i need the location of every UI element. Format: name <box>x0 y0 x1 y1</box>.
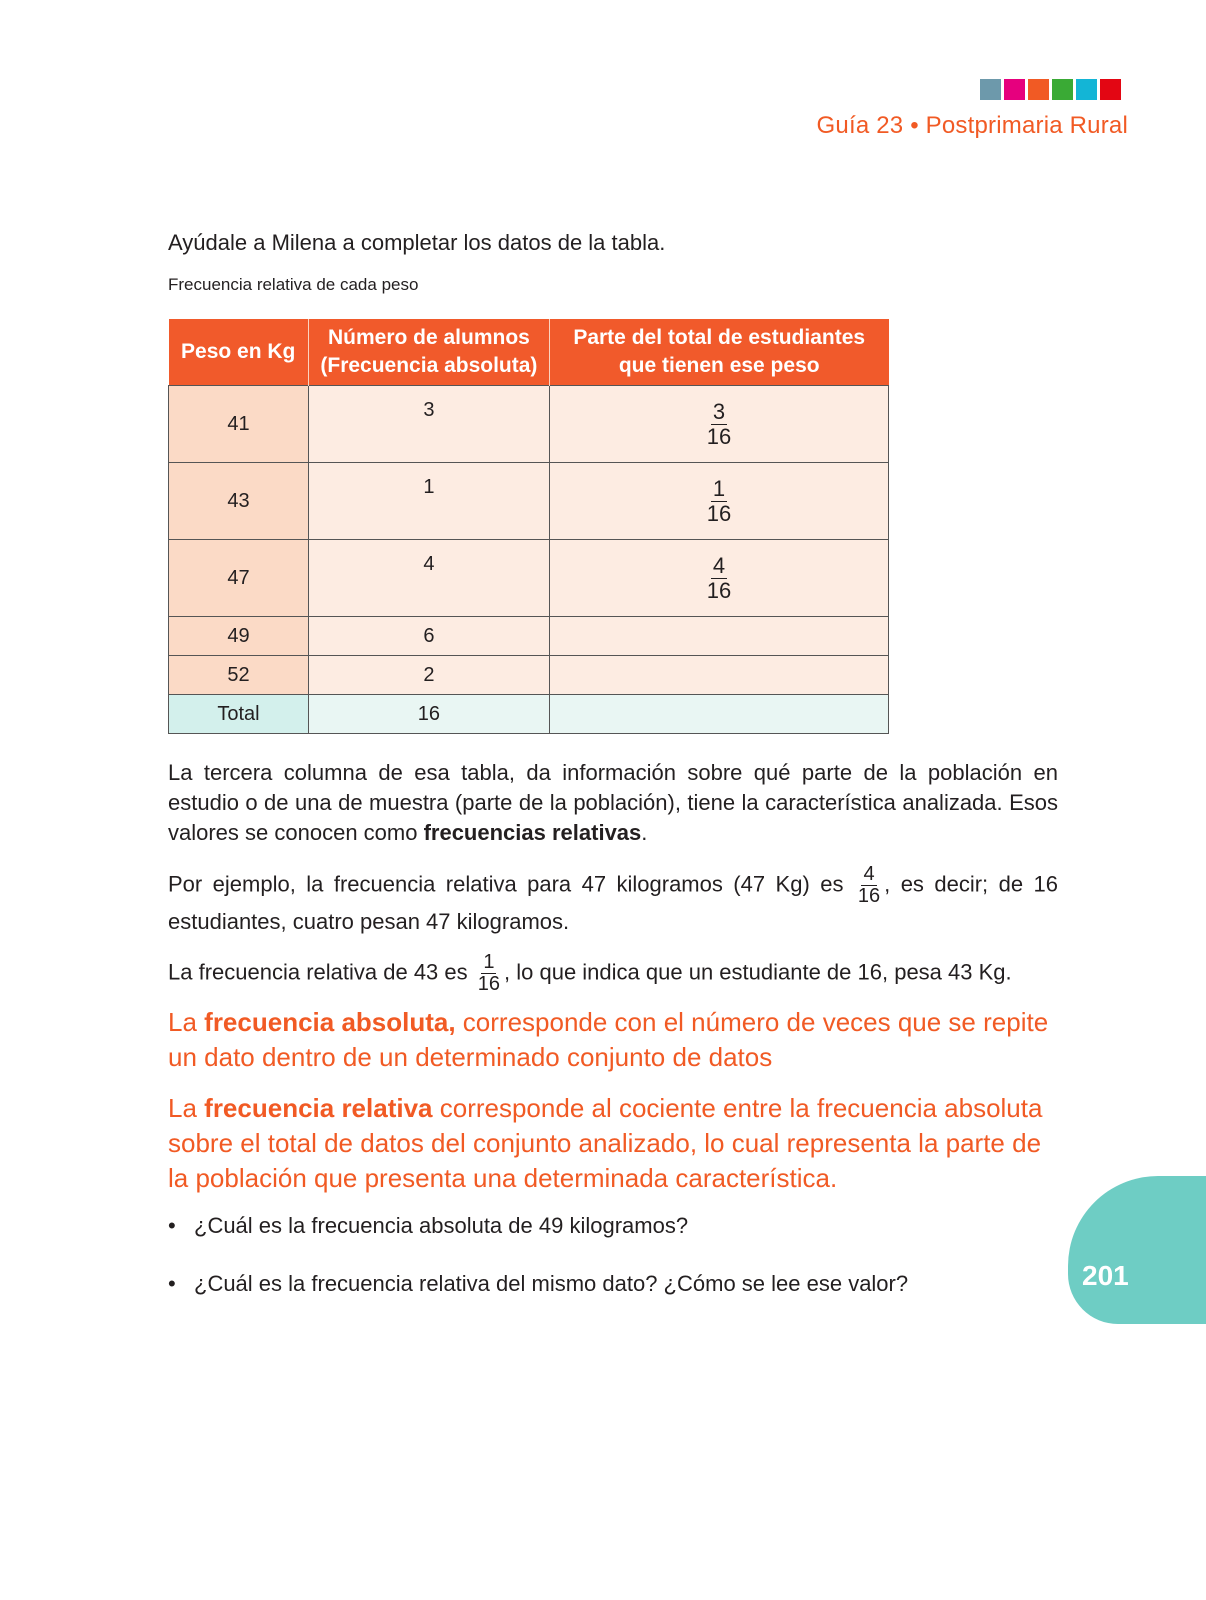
definition2-bold: frecuencia relativa <box>204 1093 433 1123</box>
fraction-numerator: 1 <box>712 476 726 502</box>
paragraph3-after: , lo que indica que un estudiante de 16, pesa 43 Kg. <box>504 959 1012 985</box>
table-row <box>169 463 889 540</box>
fraction <box>476 952 502 995</box>
definition1-normal1: La <box>168 1007 205 1037</box>
paragraph1-end: . <box>641 820 648 845</box>
header-parte-line2: que tienen ese peso <box>618 354 820 377</box>
cell-alumnos-value: 1 <box>423 475 435 498</box>
intro-text: Ayúdale a Milena a completar los datos de la tabla. <box>168 230 666 255</box>
cell-peso: 49 <box>169 617 309 656</box>
cell-total-label: Total <box>169 695 309 734</box>
page-number-tab <box>1068 1176 1206 1324</box>
cell-fraction <box>549 463 888 540</box>
fraction <box>705 400 733 447</box>
fraction-denominator: 16 <box>706 423 732 449</box>
definition-relative-frequency <box>168 1091 1068 1196</box>
paragraph-example-43 <box>168 952 1058 995</box>
bullet-dot: • <box>168 1271 176 1296</box>
fraction <box>705 477 733 524</box>
definition2-normal1: La <box>168 1093 205 1123</box>
paragraph2-before: Por ejemplo, la frecuencia relativa para 47 kilogramos (47 Kg) es <box>168 871 844 897</box>
cell-total-alumnos: 16 <box>308 695 549 734</box>
question-item <box>168 1271 908 1297</box>
fraction <box>856 864 882 907</box>
fraction-denominator: 16 <box>857 885 881 907</box>
definition2-normal2: corresponde al cociente entre la frecuencia absoluta sobre el total de datos del conjunto analizado, lo cual representa la parte de la población que presenta una determinada característica. <box>168 1093 1043 1193</box>
definition1-bold: frecuencia absoluta, <box>204 1007 456 1037</box>
cell-alumnos <box>308 540 549 617</box>
fraction <box>705 554 733 601</box>
color-swatches <box>980 79 1121 100</box>
fraction-denominator: 16 <box>477 973 501 995</box>
cell-peso: 52 <box>169 656 309 695</box>
table-row <box>169 386 889 463</box>
question-text: ¿Cuál es la frecuencia absoluta de 49 kilogramos? <box>194 1213 689 1238</box>
cell-alumnos: 2 <box>308 656 549 695</box>
frequency-table <box>168 319 889 734</box>
paragraph1-bold: frecuencias relativas <box>423 820 642 845</box>
header-alumnos-line1: Número de alumnos <box>327 326 530 349</box>
cell-peso: 43 <box>169 463 309 540</box>
table-total-row <box>169 695 889 734</box>
swatch-2 <box>1004 79 1025 100</box>
header-peso: Peso en Kg <box>169 319 309 386</box>
table-row <box>169 617 889 656</box>
bullet-dot: • <box>168 1213 176 1238</box>
fraction-denominator: 16 <box>706 500 732 526</box>
cell-fraction-empty[interactable] <box>549 617 888 656</box>
header-alumnos-line2: (Frecuencia absoluta) <box>320 354 538 377</box>
cell-alumnos-value: 4 <box>423 552 435 575</box>
swatch-3 <box>1028 79 1049 100</box>
header-parte-line1: Parte del total de estudiantes <box>573 326 866 349</box>
cell-fraction-empty[interactable] <box>549 656 888 695</box>
table-row <box>169 656 889 695</box>
cell-alumnos <box>308 463 549 540</box>
paragraph1-text: La tercera columna de esa tabla, da información sobre qué parte de la población en estudio o de una de muestra (parte de la población), tiene la característica analizada. Esos valores se conocen como <box>168 760 1058 845</box>
cell-alumnos-value: 3 <box>423 398 435 421</box>
guide-header: Guía 23 • Postprimaria Rural <box>816 112 1128 139</box>
swatch-1 <box>980 79 1001 100</box>
table-caption: Frecuencia relativa de cada peso <box>168 275 419 294</box>
question-item <box>168 1213 688 1239</box>
fraction-numerator: 1 <box>483 951 495 973</box>
swatch-4 <box>1052 79 1073 100</box>
definition-absolute-frequency <box>168 1005 1068 1075</box>
cell-alumnos: 6 <box>308 617 549 656</box>
fraction-numerator: 3 <box>712 399 726 425</box>
table-header-row <box>169 319 889 386</box>
swatch-6 <box>1100 79 1121 100</box>
cell-fraction <box>549 386 888 463</box>
question-text: ¿Cuál es la frecuencia relativa del mismo dato? ¿Cómo se lee ese valor? <box>194 1271 909 1296</box>
fraction-denominator: 16 <box>706 577 732 603</box>
paragraph-relative-frequencies <box>168 758 1058 848</box>
cell-alumnos <box>308 386 549 463</box>
page-number: 201 <box>1082 1260 1129 1291</box>
cell-fraction <box>549 540 888 617</box>
cell-peso: 41 <box>169 386 309 463</box>
header-parte <box>549 319 888 386</box>
paragraph2-after: , es decir; de 16 estudiantes, cuatro pesan 47 kilogramos. <box>168 871 1058 934</box>
cell-total-empty[interactable] <box>549 695 888 734</box>
header-alumnos <box>308 319 549 386</box>
swatch-5 <box>1076 79 1097 100</box>
cell-peso: 47 <box>169 540 309 617</box>
paragraph3-before: La frecuencia relativa de 43 es <box>168 959 468 985</box>
definition1-normal2: corresponde con el número de veces que se repite un dato dentro de un determinado conjunto de datos <box>168 1007 1049 1072</box>
table-row <box>169 540 889 617</box>
fraction-numerator: 4 <box>863 863 875 885</box>
paragraph-example-47 <box>168 864 1058 937</box>
fraction-numerator: 4 <box>712 553 726 579</box>
